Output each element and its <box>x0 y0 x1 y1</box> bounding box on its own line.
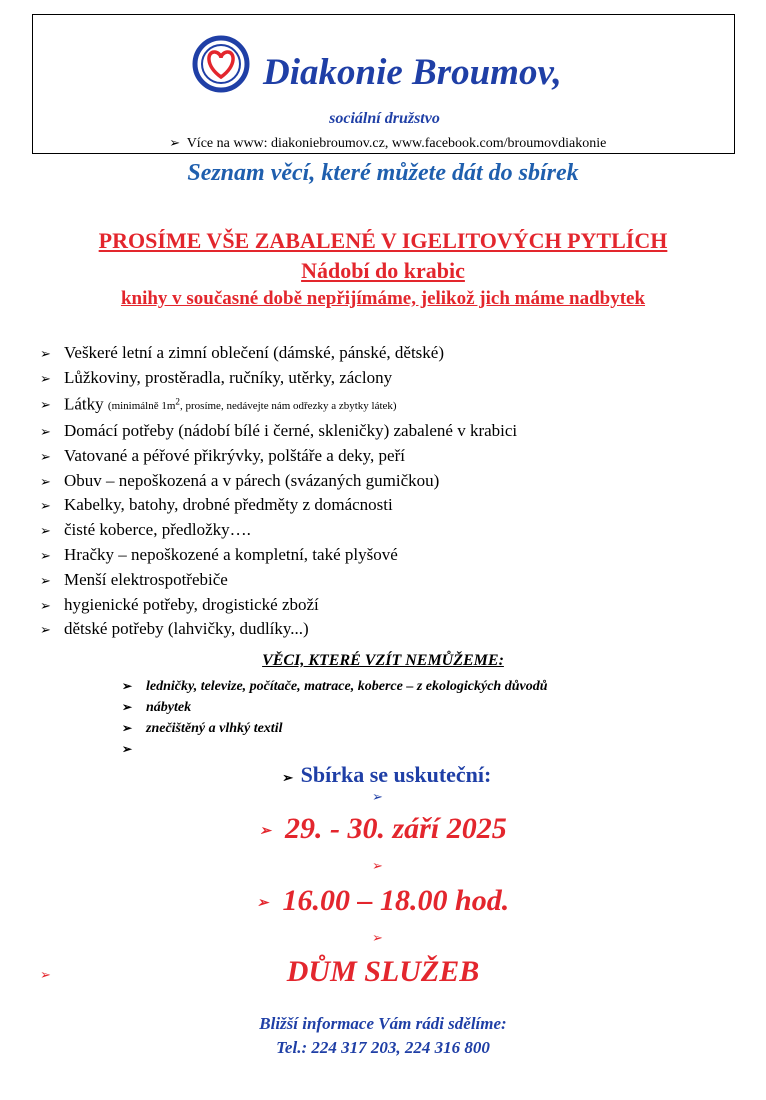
header-box <box>32 14 735 154</box>
cannot-accept-title: VĚCI, KTERÉ VZÍT NEMŮŽEME: <box>262 652 504 669</box>
arrow-bullet-icon: ➢ <box>40 448 51 464</box>
phone-line: Tel.: 224 317 203, 224 316 800 <box>276 1038 490 1057</box>
list-item: ➢ Kabelky, batohy, drobné předměty z domácnosti <box>40 493 517 518</box>
list-item: ➢ hygienické potřeby, drogistické zboží <box>40 593 517 618</box>
arrow-bullet-icon: ➢ <box>40 597 51 613</box>
arrow-bullet-icon: ➢ <box>40 473 51 489</box>
collection-time: ➢ 16.00 – 18.00 hod. <box>256 884 510 917</box>
page-subtitle: Seznam věcí, které můžete dát do sbírek <box>187 160 579 186</box>
heart-in-circle-logo <box>191 33 251 95</box>
list-item: ➢ nábytek <box>122 697 547 718</box>
collection-title: ➢ Sbírka se uskuteční: <box>0 762 766 788</box>
arrow-bullet-icon: ➢ <box>259 823 272 839</box>
list-item: ➢ Domácí potřeby (nádobí bílé i černé, skleničky) zabalené v krabici <box>40 419 517 444</box>
info-line: Bližší informace Vám rádi sdělíme: <box>259 1014 507 1033</box>
collection-date: ➢ 29. - 30. září 2025 <box>259 812 507 845</box>
arrow-bullet-icon: ➢ <box>372 930 383 945</box>
notice-bags: PROSÍME VŠE ZABALENÉ V IGELITOVÝCH PYTLÍCH <box>98 228 668 253</box>
accepted-items-list <box>40 341 517 642</box>
arrow-bullet-icon: ➢ <box>40 498 51 514</box>
list-item: ➢ dětské potřeby (lahvičky, dudlíky...) <box>40 617 517 642</box>
arrow-bullet-icon: ➢ <box>40 370 51 386</box>
arrow-bullet-icon: ➢ <box>256 895 269 911</box>
list-item: ➢ Menší elektrospotřebiče <box>40 568 517 593</box>
arrow-bullet-icon: ➢ <box>40 523 51 539</box>
list-item: ➢ Veškeré letní a zimní oblečení (dámské, pánské, dětské) <box>40 341 517 366</box>
cannot-accept-list <box>122 676 547 760</box>
arrow-bullet-icon: ➢ <box>282 770 294 785</box>
arrow-bullet-icon: ➢ <box>122 679 133 693</box>
arrow-bullet-icon: ➢ <box>40 424 51 440</box>
list-item: ➢ znečištěný a vlhký textil <box>122 718 547 739</box>
arrow-bullet-icon: ➢ <box>40 548 51 564</box>
website-text: Více na www: diakoniebroumov.cz, www.facebook.com/broumovdiakonie <box>186 136 607 151</box>
arrow-bullet-icon: ➢ <box>169 135 181 150</box>
list-item: ➢ čisté koberce, předložky…. <box>40 518 517 543</box>
list-item: ➢ Lůžkoviny, prostěradla, ručníky, utěrky, záclony <box>40 366 517 391</box>
arrow-bullet-icon: ➢ <box>122 742 133 756</box>
org-name: Diakonie Broumov, <box>263 52 562 93</box>
notice-dishes: Nádobí do krabic <box>301 258 465 283</box>
arrow-bullet-icon: ➢ <box>40 622 51 638</box>
list-item: ➢ Obuv – nepoškozená a v párech (svázaných gumičkou) <box>40 469 517 494</box>
arrow-bullet-icon: ➢ <box>122 721 133 735</box>
arrow-bullet-icon: ➢ <box>40 572 51 588</box>
fabric-note: (minimálně $1m^2$, prosíme, nedávejte nám odřezky a zbytky látek) <box>107 396 397 413</box>
arrow-bullet-icon: ➢ <box>372 789 383 804</box>
arrow-bullet-icon: ➢ <box>372 858 383 873</box>
arrow-bullet-icon: ➢ <box>122 700 133 714</box>
list-item: ➢ Hračky – nepoškozené a kompletní, také plyšové <box>40 543 517 568</box>
list-item: ➢ Látky (minimálně $1m^2$, prosíme, nedávejte nám odřezky a zbytky látek) <box>40 391 517 419</box>
notice-books: knihy v současné době nepřijímáme, jelikož jich máme nadbytek <box>120 288 646 309</box>
list-item <box>122 739 547 760</box>
website-line <box>33 135 736 152</box>
arrow-bullet-icon: ➢ <box>40 346 51 361</box>
arrow-bullet-icon: ➢ <box>40 967 51 982</box>
collection-place: DŮM SLUŽEB <box>286 955 480 988</box>
arrow-bullet-icon: ➢ <box>40 397 51 413</box>
list-item: ➢ Vatované a péřové přikrývky, polštáře a deky, peří <box>40 444 517 469</box>
org-subtitle: sociální družstvo <box>329 110 440 127</box>
list-item: ➢ ledničky, televize, počítače, matrace, koberce – z ekologických důvodů <box>122 676 547 697</box>
